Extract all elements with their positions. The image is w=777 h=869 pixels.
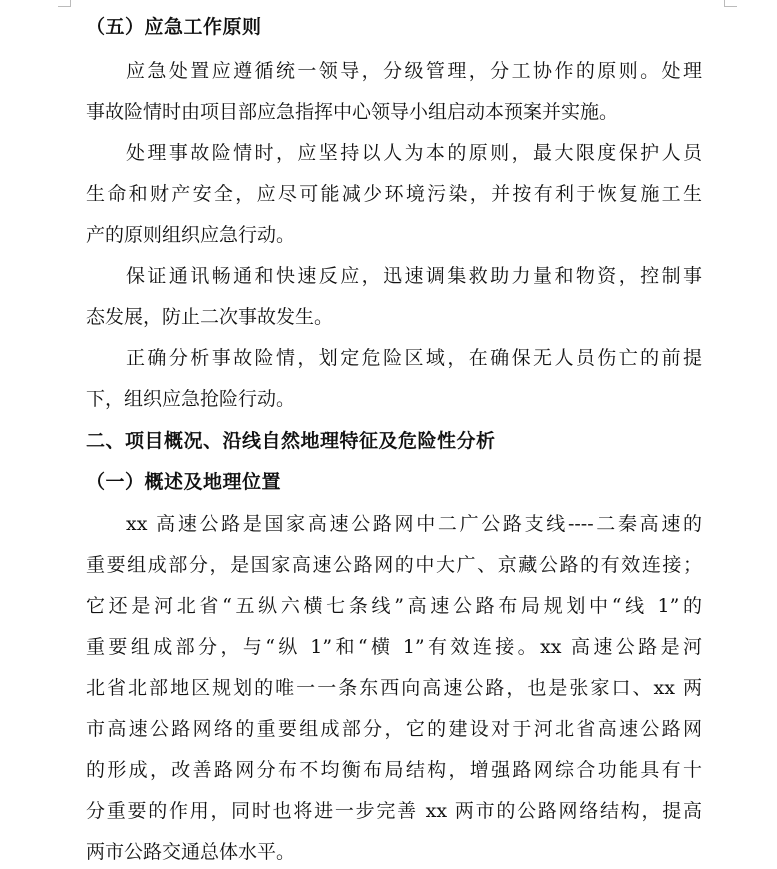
paragraph-line: 正确分析事故险情，划定危险区域，在确保无人员伤亡的前提 bbox=[126, 347, 702, 369]
paragraph-line: 事故险情时由项目部应急指挥中心领导小组启动本预案并实施。 bbox=[86, 101, 619, 123]
paragraph-line: 下，组织应急抢险行动。 bbox=[86, 388, 296, 410]
paragraph-line: xx 高速公路是国家高速公路网中二广公路支线----二秦高速的 bbox=[126, 513, 702, 535]
paragraph-line: 生命和财产安全，应尽可能减少环境污染，并按有利于恢复施工生 bbox=[86, 183, 702, 205]
paragraph-line: 分重要的作用，同时也将进一步完善 xx 两市的公路网络结构，提高 bbox=[86, 800, 702, 822]
paragraph-line: 北省北部地区规划的唯一一条东西向高速公路，也是张家口、xx 两 bbox=[86, 677, 702, 699]
paragraph-line: 两市公路交通总体水平。 bbox=[86, 841, 296, 863]
margin-corner-mark-left bbox=[58, 0, 71, 7]
paragraph-line: 应急处置应遵循统一领导，分级管理，分工协作的原则。处理 bbox=[126, 60, 702, 82]
subheading-overview-location: （一）概述及地理位置 bbox=[86, 471, 282, 493]
heading-emergency-principles: （五）应急工作原则 bbox=[86, 16, 262, 38]
paragraph-line: 它还是河北省“五纵六横七条线”高速公路布局规划中“线 1”的 bbox=[86, 595, 702, 617]
section-heading-project-overview: 二、项目概况、沿线自然地理特征及危险性分析 bbox=[86, 430, 496, 452]
paragraph-line: 处理事故险情时，应坚持以人为本的原则，最大限度保护人员 bbox=[126, 142, 702, 164]
paragraph-line: 重要组成部分，是国家高速公路网的中大广、京藏公路的有效连接； bbox=[86, 554, 702, 576]
paragraph-line: 保证通讯畅通和快速反应，迅速调集救助力量和物资，控制事 bbox=[126, 265, 702, 287]
margin-corner-mark-right bbox=[724, 0, 737, 7]
paragraph-line: 产的原则组织应急行动。 bbox=[86, 224, 296, 246]
paragraph-line: 重要组成部分，与“纵 1”和“横 1”有效连接。xx 高速公路是河 bbox=[86, 636, 702, 658]
paragraph-line: 态发展，防止二次事故发生。 bbox=[86, 306, 334, 328]
paragraph-line: 市高速公路网络的重要组成部分，它的建设对于河北省高速公路网 bbox=[86, 718, 702, 740]
paragraph-line: 的形成，改善路网分布不均衡布局结构，增强路网综合功能具有十 bbox=[86, 759, 702, 781]
